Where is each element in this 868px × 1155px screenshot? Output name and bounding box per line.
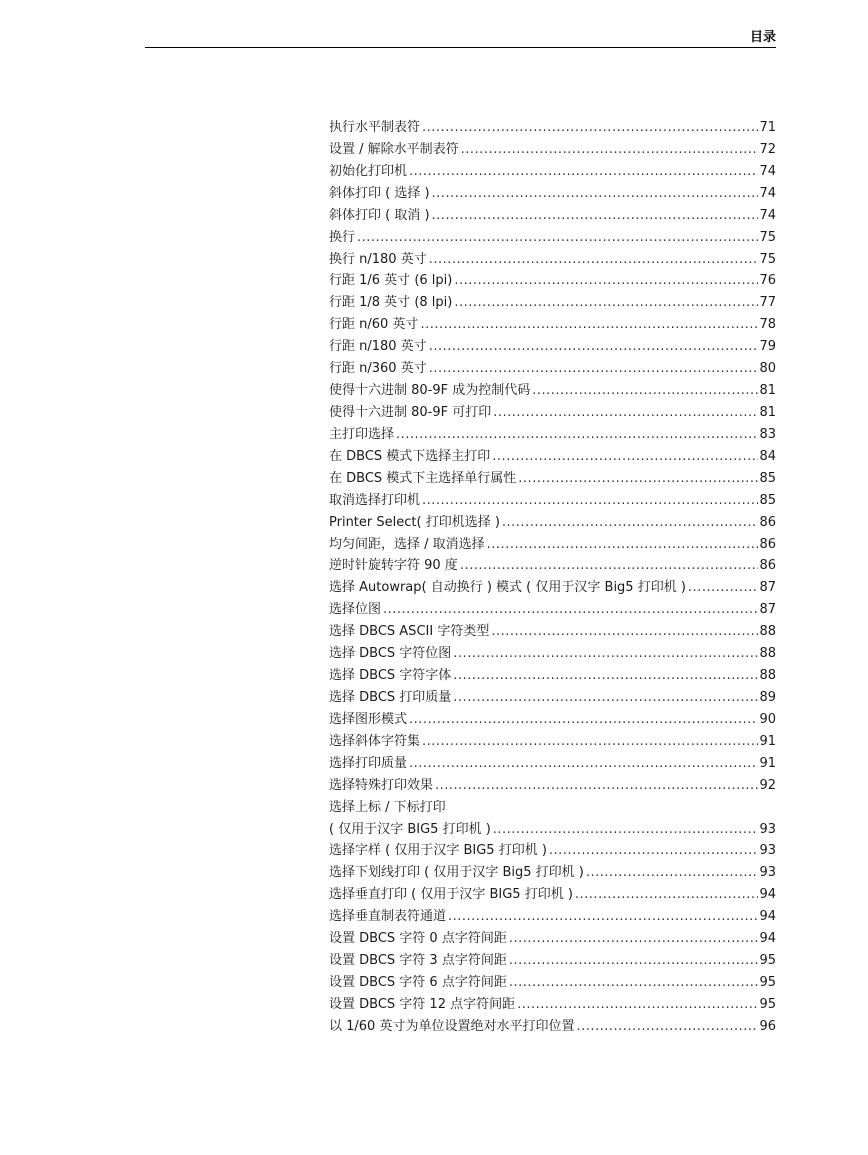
toc-entry-page: 85 bbox=[759, 470, 776, 486]
toc-entry-title: 选择字样 ( 仅用于汉字 BIG5 打印机 ) bbox=[329, 843, 547, 859]
toc-entry-title: 在 DBCS 模式下选择主打印 bbox=[329, 448, 491, 464]
toc-entry-page: 83 bbox=[759, 426, 776, 442]
toc-entry-page: 93 bbox=[759, 865, 776, 881]
toc-entry[interactable] bbox=[329, 205, 776, 227]
toc-entry-title: 选择 DBCS ASCII 字符类型 bbox=[329, 624, 490, 640]
toc-entry-page: 74 bbox=[759, 207, 776, 223]
toc-entry-title: 设置 DBCS 字符 12 点字符间距 bbox=[329, 996, 516, 1012]
toc-entry[interactable] bbox=[329, 183, 776, 205]
toc-leader-dots bbox=[396, 424, 758, 446]
toc-leader-dots bbox=[422, 117, 758, 139]
toc-entry-title: 设置 DBCS 字符 0 点字符间距 bbox=[329, 931, 507, 947]
toc-entry-title: 行距 n/180 英寸 bbox=[329, 339, 427, 355]
toc-entry-title: 均匀间距，选择 / 取消选择 bbox=[329, 536, 485, 552]
toc-entry-title: 在 DBCS 模式下主选择单行属性 bbox=[329, 470, 517, 486]
toc-entry[interactable] bbox=[329, 599, 776, 621]
toc-leader-dots bbox=[422, 490, 758, 512]
toc-entry-title: 以 1/60 英寸为单位设置绝对水平打印位置 bbox=[329, 1018, 575, 1034]
toc-entry[interactable] bbox=[329, 161, 776, 183]
toc-leader-dots bbox=[502, 512, 759, 534]
toc-leader-dots bbox=[586, 862, 759, 884]
toc-leader-dots bbox=[409, 161, 758, 183]
toc-entry[interactable] bbox=[329, 424, 776, 446]
toc-entry-page: 71 bbox=[759, 120, 776, 135]
toc-leader-dots bbox=[448, 906, 758, 928]
toc-entry[interactable] bbox=[329, 468, 776, 490]
toc-entry[interactable] bbox=[329, 534, 776, 556]
toc-entry-title: 选择 DBCS 字符位图 bbox=[329, 646, 452, 662]
toc-leader-dots bbox=[454, 270, 758, 292]
toc-entry-title: 设置 / 解除水平制表符 bbox=[329, 141, 459, 157]
toc-entry[interactable] bbox=[329, 972, 776, 994]
toc-leader-dots bbox=[688, 577, 759, 599]
toc-entry-title: 选择特殊打印效果 bbox=[329, 777, 434, 793]
toc-entry[interactable] bbox=[329, 358, 776, 380]
page-header-title: 目录 bbox=[749, 30, 776, 45]
toc-entry-page: 86 bbox=[759, 536, 776, 552]
toc-leader-dots bbox=[487, 534, 759, 556]
toc-entry-title: 主打印选择 bbox=[329, 426, 395, 442]
toc-leader-dots bbox=[453, 665, 758, 687]
toc-leader-dots bbox=[461, 139, 759, 161]
toc-entry[interactable] bbox=[329, 402, 776, 424]
toc-entry[interactable] bbox=[329, 775, 776, 797]
toc-entry-title: 选择 DBCS 字符字体 bbox=[329, 668, 452, 684]
toc-entry-title: 选择垂直制表符通道 bbox=[329, 909, 447, 925]
toc-leader-dots bbox=[429, 336, 759, 358]
toc-entry[interactable] bbox=[329, 862, 776, 884]
toc-entry[interactable] bbox=[329, 336, 776, 358]
toc-entry[interactable] bbox=[329, 994, 776, 1016]
toc-entry[interactable] bbox=[329, 249, 776, 271]
toc-entry-page: 93 bbox=[759, 821, 776, 837]
toc-entry[interactable] bbox=[329, 292, 776, 314]
toc-entry-page: 77 bbox=[759, 295, 776, 311]
toc-entry[interactable] bbox=[329, 840, 776, 862]
toc-entry-page: 91 bbox=[759, 755, 776, 771]
toc-entry-page: 94 bbox=[759, 909, 776, 925]
toc-leader-dots bbox=[491, 621, 758, 643]
toc-entry[interactable] bbox=[329, 490, 776, 512]
toc-entry[interactable] bbox=[329, 577, 776, 599]
toc-entry[interactable] bbox=[329, 1016, 776, 1038]
toc-leader-dots bbox=[517, 994, 758, 1016]
toc-entry-title: 行距 n/60 英寸 bbox=[329, 317, 419, 333]
toc-entry-page: 84 bbox=[759, 448, 776, 464]
toc-leader-dots bbox=[493, 819, 759, 841]
toc-entry-page: 94 bbox=[759, 931, 776, 947]
toc-entry[interactable] bbox=[329, 621, 776, 643]
toc-entry-title: 选择下划线打印 ( 仅用于汉字 Big5 打印机 ) bbox=[329, 865, 584, 881]
toc-entry-page: 93 bbox=[759, 843, 776, 859]
toc-leader-dots bbox=[435, 775, 758, 797]
toc-entry-title: ( 仅用于汉字 BIG5 打印机 ) bbox=[329, 821, 491, 837]
toc-leader-dots bbox=[575, 884, 759, 906]
toc-entry-page: 95 bbox=[759, 953, 776, 969]
toc-leader-dots bbox=[429, 249, 759, 271]
toc-entry-title: 行距 1/8 英寸 (8 lpi) bbox=[329, 295, 453, 311]
toc-leader-dots bbox=[509, 972, 759, 994]
toc-entry-title: 使得十六进制 80-9F 可打印 bbox=[329, 404, 492, 420]
toc-leader-dots bbox=[492, 446, 758, 468]
toc-entry-title: Printer Select( 打印机选择 ) bbox=[329, 514, 500, 530]
toc-entry-title: 设置 DBCS 字符 6 点字符间距 bbox=[329, 974, 507, 990]
toc-entry[interactable] bbox=[329, 139, 776, 161]
toc-entry-page: 74 bbox=[759, 163, 776, 179]
toc-entry-title: 使得十六进制 80-9F 成为控制代码 bbox=[329, 383, 531, 399]
toc-leader-dots bbox=[518, 468, 758, 490]
toc-entry-page: 81 bbox=[759, 383, 776, 399]
toc-entry-page: 85 bbox=[759, 492, 776, 508]
toc-entry[interactable] bbox=[329, 731, 776, 753]
toc-entry-title: 设置 DBCS 字符 3 点字符间距 bbox=[329, 953, 507, 969]
toc-entry-title: 换行 n/180 英寸 bbox=[329, 251, 427, 267]
toc-entry-page: 88 bbox=[759, 668, 776, 684]
toc-entry-page: 87 bbox=[759, 602, 776, 618]
toc-leader-dots bbox=[532, 380, 758, 402]
toc-entry-page: 88 bbox=[759, 624, 776, 640]
toc-entry-page: 95 bbox=[759, 996, 776, 1012]
toc-entry[interactable] bbox=[329, 753, 776, 775]
toc-entry-page: 91 bbox=[759, 733, 776, 749]
toc-entry[interactable] bbox=[329, 117, 776, 139]
toc-entry-page: 87 bbox=[759, 580, 776, 596]
toc-entry-title: 选择 Autowrap( 自动换行 ) 模式 ( 仅用于汉字 Big5 打印机 ) bbox=[329, 580, 686, 596]
toc-leader-dots bbox=[383, 599, 758, 621]
toc-entry[interactable] bbox=[329, 709, 776, 731]
toc-entry-page: 74 bbox=[759, 185, 776, 201]
toc-leader-dots bbox=[409, 753, 758, 775]
toc-entry-title: 选择图形模式 bbox=[329, 711, 408, 727]
toc-entry[interactable] bbox=[329, 906, 776, 928]
toc-entry-page: 80 bbox=[759, 361, 776, 377]
table-of-contents bbox=[329, 117, 776, 1038]
toc-leader-dots bbox=[549, 840, 759, 862]
toc-entry[interactable] bbox=[329, 555, 776, 577]
toc-leader-dots bbox=[453, 687, 758, 709]
toc-leader-dots bbox=[409, 709, 758, 731]
toc-entry[interactable] bbox=[329, 819, 776, 841]
toc-entry[interactable] bbox=[329, 665, 776, 687]
toc-entry-title: 选择斜体字符集 bbox=[329, 733, 421, 749]
toc-leader-dots bbox=[576, 1016, 758, 1038]
toc-entry[interactable] bbox=[329, 270, 776, 292]
toc-entry-title: 斜体打印 ( 取消 ) bbox=[329, 207, 430, 223]
toc-entry[interactable] bbox=[329, 643, 776, 665]
toc-entry-title: 执行水平制表符 bbox=[329, 120, 421, 135]
toc-entry-title: 选择打印质量 bbox=[329, 755, 408, 771]
toc-entry-page: 92 bbox=[759, 777, 776, 793]
toc-entry-page: 89 bbox=[759, 689, 776, 705]
toc-entry-page: 96 bbox=[759, 1018, 776, 1034]
toc-leader-dots bbox=[509, 950, 759, 972]
toc-entry-page: 95 bbox=[759, 974, 776, 990]
toc-entry-page: 86 bbox=[759, 514, 776, 530]
toc-leader-dots bbox=[493, 402, 758, 424]
toc-entry-title: 逆时针旋转字符 90 度 bbox=[329, 558, 458, 574]
toc-leader-dots bbox=[357, 227, 758, 249]
toc-leader-dots bbox=[422, 731, 758, 753]
toc-leader-dots bbox=[509, 928, 759, 950]
toc-entry-title: 行距 n/360 英寸 bbox=[329, 361, 427, 377]
toc-entry[interactable] bbox=[329, 512, 776, 534]
header-rule bbox=[145, 47, 776, 48]
toc-entry[interactable] bbox=[329, 687, 776, 709]
toc-entry-title: 选择位图 bbox=[329, 602, 382, 618]
toc-entry-page: 78 bbox=[759, 317, 776, 333]
toc-entry-title: 换行 bbox=[329, 229, 356, 245]
toc-entry-title: 斜体打印 ( 选择 ) bbox=[329, 185, 430, 201]
toc-entry-page: 90 bbox=[759, 711, 776, 727]
toc-entry[interactable] bbox=[329, 380, 776, 402]
toc-entry-page: 86 bbox=[759, 558, 776, 574]
toc-leader-dots bbox=[420, 314, 758, 336]
toc-entry-page: 88 bbox=[759, 646, 776, 662]
toc-entry[interactable] bbox=[329, 227, 776, 249]
toc-leader-dots bbox=[453, 643, 758, 665]
toc-entry-page: 75 bbox=[759, 251, 776, 267]
toc-entry-title: 初始化打印机 bbox=[329, 163, 408, 179]
toc-entry-page: 94 bbox=[759, 887, 776, 903]
toc-entry[interactable] bbox=[329, 884, 776, 906]
toc-entry-page: 72 bbox=[759, 141, 776, 157]
toc-entry-title: 行距 1/6 英寸 (6 lpi) bbox=[329, 273, 453, 289]
toc-leader-dots bbox=[454, 292, 758, 314]
toc-entry[interactable] bbox=[329, 797, 776, 819]
toc-entry[interactable] bbox=[329, 446, 776, 468]
toc-entry-title: 取消选择打印机 bbox=[329, 492, 421, 508]
toc-leader-dots bbox=[460, 555, 759, 577]
toc-entry-page: 81 bbox=[759, 404, 776, 420]
toc-entry[interactable] bbox=[329, 314, 776, 336]
toc-entry-page: 76 bbox=[759, 273, 776, 289]
toc-entry[interactable] bbox=[329, 928, 776, 950]
toc-leader-dots bbox=[429, 358, 759, 380]
toc-entry-title: 选择 DBCS 打印质量 bbox=[329, 689, 452, 705]
toc-entry-title: 选择上标 / 下标打印 bbox=[329, 799, 446, 815]
toc-entry-page: 79 bbox=[759, 339, 776, 355]
toc-entry-title: 选择垂直打印 ( 仅用于汉字 BIG5 打印机 ) bbox=[329, 887, 573, 903]
toc-leader-dots bbox=[432, 183, 759, 205]
toc-entry-page: 75 bbox=[759, 229, 776, 245]
toc-entry[interactable] bbox=[329, 950, 776, 972]
toc-leader-dots bbox=[432, 205, 759, 227]
